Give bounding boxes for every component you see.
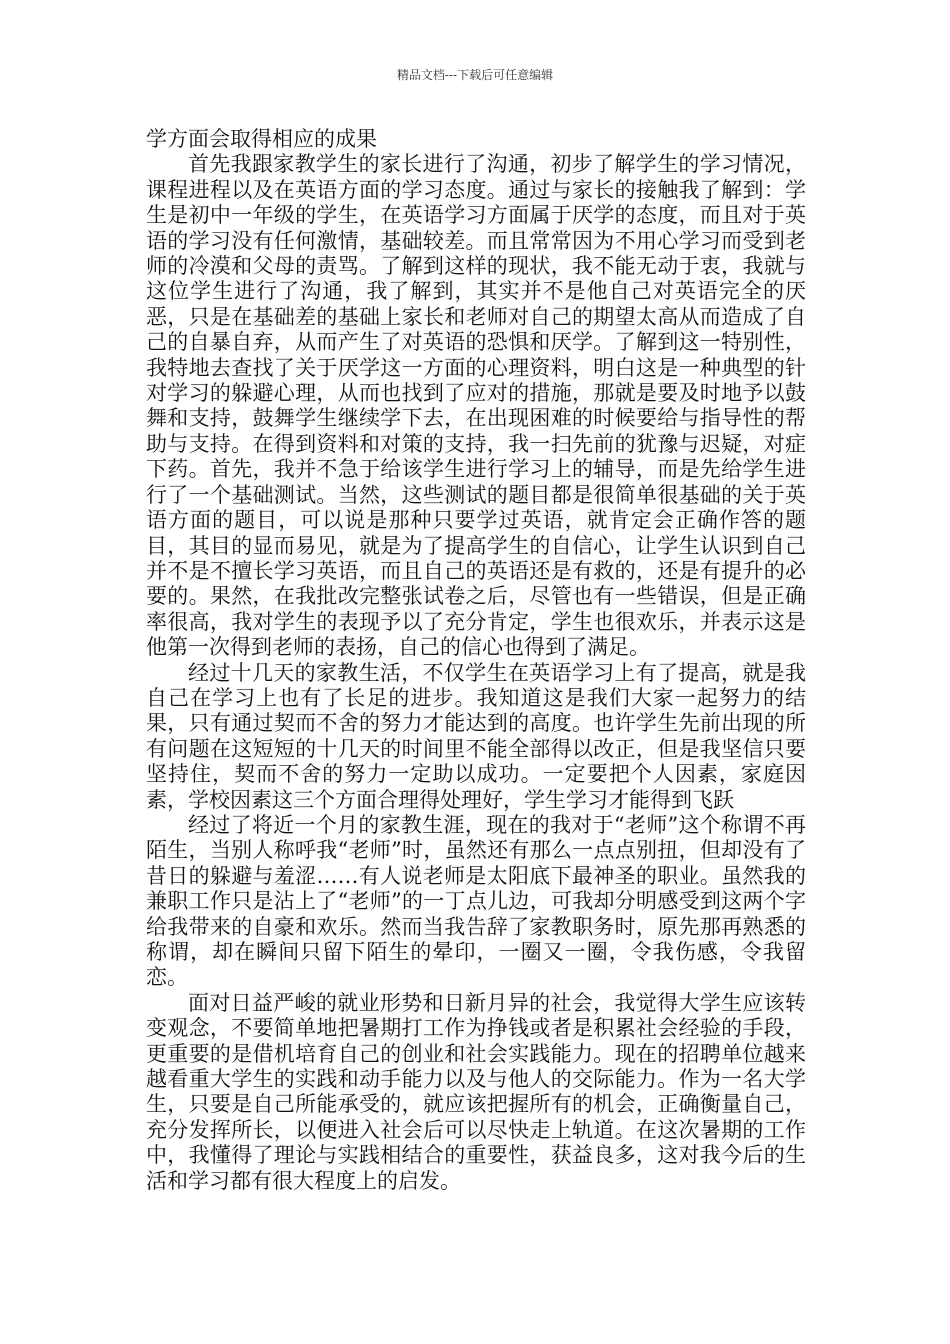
paragraph-continuation: 学方面会取得相应的成果 xyxy=(146,127,377,151)
document-body xyxy=(146,127,806,1194)
paragraph-progress: 经过十几天的家教生活，不仅学生在英语学习上有了提高，就是我自己在学习上也有了长足的进步。我知道这是我们大家一起努力的结果，只有通过契而不舍的努力才能达到的高度。也许学生先前出现的所有问题在这短短的十几天的时间里不能全部得以改正，但是我坚信只要坚持住，契而不舍的努力一定助以成功。一定要把个人因素，家庭因素，学校因素这三个方面合理得处理好，学生学习才能得到飞跃 xyxy=(146,660,806,812)
page-header: 精品文档---下载后可任意编辑 xyxy=(396,68,554,82)
paragraph-conclusion: 面对日益严峻的就业形势和日新月异的社会，我觉得大学生应该转变观念，不要简单地把暑期打工作为挣钱或者是积累社会经验的手段，更重要的是借机培育自己的创业和社会实践能力。现在的招聘单位越来越看重大学生的实践和动手能力以及与他人的交际能力。作为一名大学生，只要是自己所能承受的，就应该把握所有的机会，正确衡量自己，充分发挥所长，以便进入社会后可以尽快走上轨道。在这次暑期的工作中，我懂得了理论与实践相结合的重要性，获益良多，这对我今后的生活和学习都有很大程度上的启发。 xyxy=(146,990,806,1193)
paragraph-teacher-title: 经过了将近一个月的家教生涯，现在的我对于“老师”这个称谓不再陌生，当别人称呼我“老师”时，虽然还有那么一点点别扭，但却没有了昔日的躲避与羞涩……有人说老师是太阳底下最神圣的职业。虽然我的兼职工作只是沾上了“老师”的一丁点儿边，可我却分明感受到这两个字给我带来的自豪和欢乐。然而当我告辞了家教职务时，原先那再熟悉的称谓，却在瞬间只留下陌生的晕印，一圈又一圈，令我伤感，令我留恋。 xyxy=(146,812,806,990)
paragraph-tutoring-process: 首先我跟家教学生的家长进行了沟通，初步了解学生的学习情况，课程进程以及在英语方面的学习态度。通过与家长的接触我了解到：学生是初中一年级的学生，在英语学习方面属于厌学的态度，而且对于英语的学习没有任何激情，基础较差。而且常常因为不用心学习而受到老师的冷漠和父母的责骂。了解到这样的现状，我不能无动于衷，我就与这位学生进行了沟通，我了解到，其实并不是他自己对英语完全的厌恶，只是在基础差的基础上家长和老师对自己的期望太高从而造成了自己的自暴自弃，从而产生了对英语的恐惧和厌学。了解到这一特别性，我特地去查找了关于厌学这一方面的心理资料，明白这是一种典型的针对学习的躲避心理，从而也找到了应对的措施，那就是要及时地予以鼓舞和支持，鼓舞学生继续学下去，在出现困难的时候要给与指导性的帮助与支持。在得到资料和对策的支持，我一扫先前的犹豫与迟疑，对症下药。首先，我并不急于给该学生进行学习上的辅导，而是先给学生进行了一个基础测试。当然，这些测试的题目都是很简单很基础的关于英语方面的题目，可以说是那种只要学过英语，就肯定会正确作答的题目，其目的显而易见，就是为了提高学生的自信心，让学生认识到自己并不是不擅长学习英语，而且自己的英语还是有救的，还是有提升的必要的。果然，在我批改完整张试卷之后，尽管也有一些错误，但是正确率很高，我对学生的表现予以了充分肯定，学生也很欢乐，并表示这是他第一次得到老师的表扬，自己的信心也得到了满足。 xyxy=(146,152,806,660)
